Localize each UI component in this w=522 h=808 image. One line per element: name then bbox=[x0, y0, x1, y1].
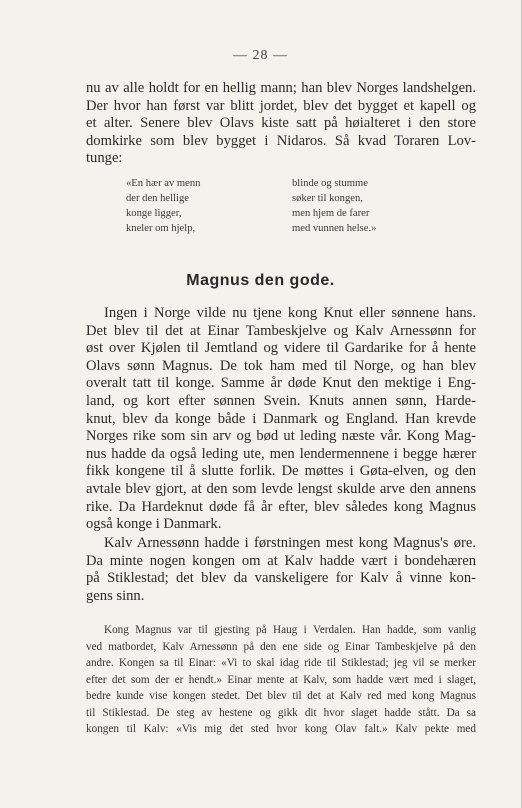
verse-line: med vunnen helse.» bbox=[292, 223, 377, 234]
verse-line: der den hellige bbox=[126, 193, 189, 204]
small-print-paragraph bbox=[86, 622, 476, 738]
text-line: knut, blev da konge både i Danmark og England. Han krevde bbox=[86, 410, 476, 427]
text-line: Ingen i Norge vilde nu tjene kong Knut eller sønnene hans. bbox=[104, 305, 476, 321]
text-line: avtale blev gjort, at den som levde lengst skulde arve den annens bbox=[86, 480, 476, 497]
text-line: Der hvor han først var blitt jordet, blev det bygget et kapell og bbox=[86, 97, 476, 114]
text-line: fikk kongene til å slutte forlik. De møttes i Gøta-elven, og den bbox=[86, 463, 476, 480]
verse-column-left bbox=[126, 176, 200, 236]
text-line: Kalv Arnessønn hadde i førstningen mest kong Magnus's øre. bbox=[104, 535, 476, 551]
page-number: — 28 — bbox=[233, 48, 288, 63]
text-line: Kong Magnus var til gjesting på Haug i Verdalen. Han hadde, som vanlig bbox=[104, 624, 476, 636]
text-line: Det blev til det at Einar Tambeskjelve og Kalv Arnessønn for bbox=[86, 322, 476, 339]
text-line: gens sinn. bbox=[86, 587, 145, 604]
verse-line: «En hær av menn bbox=[126, 178, 201, 189]
text-line: domkirke som blev bygget i Nidaros. Så kvad Toraren Lov- bbox=[86, 132, 476, 149]
text-line: nu av alle holdt for en hellig mann; han blev Norges landshelgen. bbox=[86, 80, 476, 96]
verse-line: konge ligger, bbox=[126, 208, 182, 219]
verse-line: kneler om hjelp, bbox=[126, 223, 196, 234]
text-line: øst over Kjølen til Jemtland og videre til Gardarike for å hente bbox=[86, 340, 476, 357]
intro-paragraph bbox=[86, 80, 476, 168]
text-line: nus hadde da også leding ute, men lendermennene i begge hærer bbox=[86, 445, 476, 462]
paragraph-1 bbox=[86, 305, 476, 534]
verse-line: men hjem de farer bbox=[292, 208, 370, 219]
verse-column-right bbox=[292, 176, 396, 236]
text-line: ved matbordet, Kalv Arnessønn på den ene side og Einar Tambeskjelve på den bbox=[86, 640, 476, 653]
text-line: til Stiklestad. De steg av hestene og gikk dit hvor slaget hadde stått. Da sa bbox=[86, 706, 476, 719]
text-line: også konge i Danmark. bbox=[86, 516, 222, 533]
text-line: bedre kunde vise kongen stedet. Det blev til det at Kalv red med kong Magnus bbox=[86, 690, 476, 702]
verse-line: blinde og stumme bbox=[292, 178, 368, 189]
text-line: rike. Da Hardeknut døde få år efter, blev således kong Magnus bbox=[86, 498, 476, 515]
text-line: et alter. Senere blev Olavs kiste satt på høialteret i den store bbox=[86, 115, 476, 132]
chapter-title: Magnus den gode. bbox=[186, 272, 335, 289]
verse-line: søker til kongen, bbox=[292, 193, 363, 204]
text-line: land, og kort efter sønnen Svein. Knuts annen sønn, Harde- bbox=[86, 392, 476, 409]
text-line: Olavs sønn Magnus. De tok ham med til Norge, og han blev bbox=[86, 357, 476, 374]
paragraph-2 bbox=[86, 535, 476, 605]
text-line: Da minte nogen kongen om at Kalv hadde vært i bondehæren bbox=[86, 552, 476, 569]
text-line: kongen til Kalv: «Vis mig det sted hvor kong Olav falt.» Kalv pekte med bbox=[86, 723, 476, 735]
text-line: efter det som der er hendt.» Einar mente at Kalv, som hadde vært med i slaget, bbox=[86, 673, 476, 686]
text-line: andre. Kongen sa til Einar: «Vi to skal idag ride til Stiklestad; jeg vil se merker bbox=[86, 657, 476, 669]
verse bbox=[126, 176, 396, 236]
text-line: på Stiklestad; det blev da vanskeligere for Kalv å vinne kon- bbox=[86, 570, 476, 587]
text-line: overalt tatt til konge. Samme år døde Knut den mektige i Eng- bbox=[86, 375, 476, 392]
text-line: tunge: bbox=[86, 150, 123, 167]
text-line: Norges rike som sin arv og bød ut leding næste vår. Kong Mag- bbox=[86, 428, 476, 445]
